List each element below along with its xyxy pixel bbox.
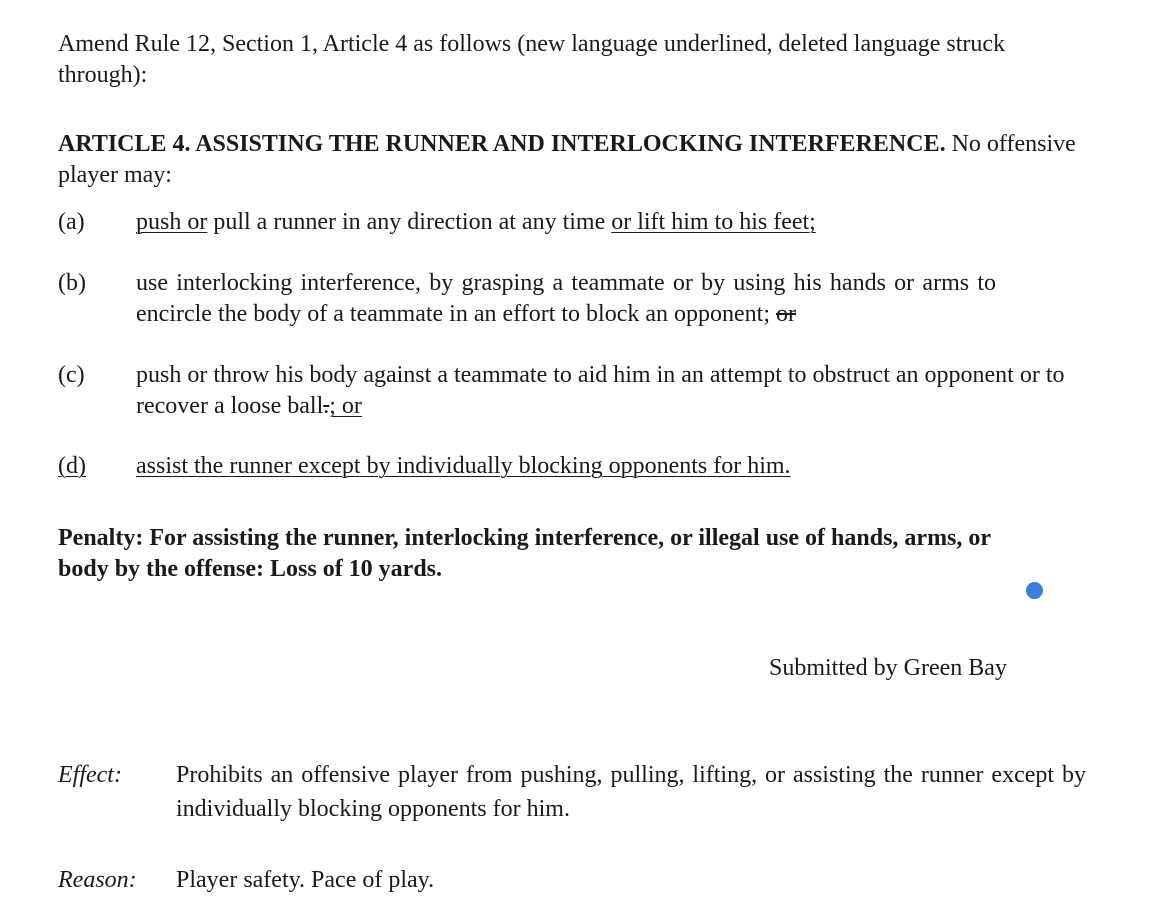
item-a-inserted-2: or lift him to his feet; bbox=[611, 209, 816, 235]
item-a-label: (a) bbox=[58, 209, 85, 235]
item-b-label: (b) bbox=[58, 270, 86, 296]
item-a-text bbox=[136, 207, 1088, 238]
article-heading: ARTICLE 4. ASSISTING THE RUNNER AND INTERLOCKING INTERFERENCE. bbox=[58, 131, 946, 157]
item-b-body: use interlocking interference, by grasping a teammate or by using his hands or arms to encircle the body of a teammate in an effort to block an opponent; bbox=[136, 270, 996, 327]
item-a-body: pull a runner in any direction at any time bbox=[207, 209, 612, 235]
item-c-label: (c) bbox=[58, 362, 85, 388]
effect-text: Prohibits an offensive player from pushing, pulling, lifting, or assisting the runner except by individually blocking opponents for him. bbox=[176, 762, 1086, 822]
intro-paragraph: Amend Rule 12, Section 1, Article 4 as follows (new language underlined, deleted language struck through): bbox=[58, 31, 1006, 88]
penalty-paragraph: Penalty: For assisting the runner, interlocking interference, or illegal use of hands, arms, or body by the offense: Loss of 10 yards. bbox=[58, 525, 991, 582]
item-c-inserted: ; or bbox=[329, 393, 362, 419]
item-c-body: push or throw his body against a teammate to aid him in an attempt to obstruct an opponent or to recover a loose ball bbox=[136, 362, 1065, 419]
item-d-label: (d) bbox=[58, 453, 86, 479]
item-c-deleted: . bbox=[323, 393, 330, 419]
item-a-inserted-1: push or bbox=[136, 209, 208, 235]
submitted-by: Submitted by Green Bay bbox=[769, 655, 1007, 681]
article-paragraph bbox=[58, 129, 1088, 191]
item-c-text bbox=[136, 360, 1088, 422]
marker-dot bbox=[1026, 582, 1043, 599]
reason-text: Player safety. Pace of play. bbox=[176, 867, 435, 893]
effect-label: Effect: bbox=[58, 762, 122, 788]
item-d-text bbox=[136, 451, 1088, 482]
article-lead: No offensive player may: bbox=[58, 131, 1076, 188]
item-d-inserted: assist the runner except by individually blocking opponents for him. bbox=[136, 453, 791, 479]
reason-label: Reason: bbox=[58, 867, 137, 893]
item-b-deleted: or bbox=[776, 301, 796, 327]
item-b-text bbox=[136, 268, 996, 330]
